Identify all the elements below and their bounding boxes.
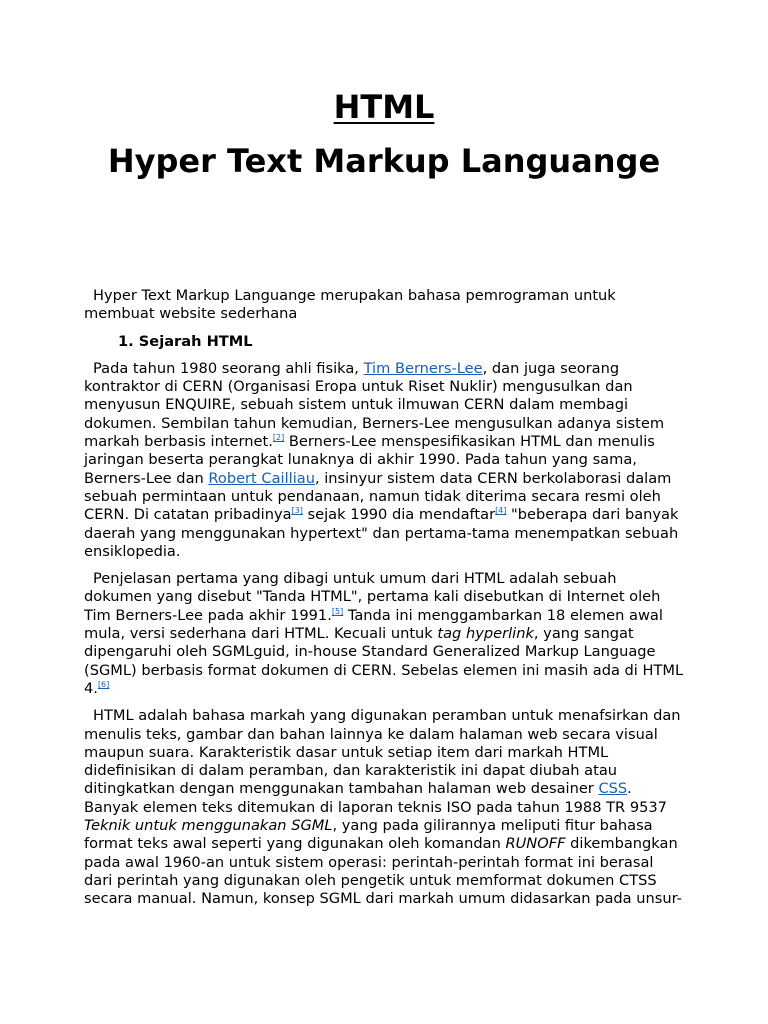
paragraph-markup-language xyxy=(84,707,684,908)
section-number: 1. xyxy=(118,332,134,350)
citation-5[interactable] xyxy=(332,607,343,616)
citation-3[interactable] xyxy=(292,506,303,515)
citation-link[interactable]: [5] xyxy=(331,606,344,616)
text-run: Penjelasan pertama yang dibagi untuk umum dari HTML adalah sebuah dokumen yang disebut "Tanda HTML", pertama kali disebutkan di Internet oleh Tim Berners-Lee pada akhir 1991. xyxy=(84,570,661,624)
text-run: dikembangkan pada awal 1960-an untuk sistem operasi: perintah-perintah format ini berasal dari perintah yang digunakan oleh pengetik untuk memformat dokumen CTSS secara manual. Namun, konsep SGML dari markah umum didasarkan pada unsur- xyxy=(84,835,682,908)
section-heading-text: Sejarah HTML xyxy=(138,332,253,350)
paragraph-history xyxy=(84,360,684,561)
text-run: , yang sangat dipengaruhi oleh SGMLguid, in-house Standard Generalized Markup Language (SGML) berbasis format dokumen di CERN. Sebelas elemen ini masih ada di HTML 4. xyxy=(84,625,684,697)
document-body xyxy=(84,287,684,918)
emphasis-tag-hyperlink: tag hyperlink xyxy=(437,625,534,643)
citation-link[interactable]: [2] xyxy=(272,433,285,443)
intro-paragraph: Hyper Text Markup Languange merupakan bahasa pemrograman untuk membuat website sederhana xyxy=(84,287,616,323)
text-run: sejak 1990 dia mendaftar xyxy=(302,506,496,524)
citation-6[interactable] xyxy=(98,680,109,689)
text-run: "beberapa dari banyak daerah yang menggunakan hypertext" dan pertama-tama menempatkan sebuah ensiklopedia. xyxy=(84,506,679,560)
text-run: Pada tahun 1980 seorang ahli fisika, xyxy=(93,359,364,377)
text-run: , insinyur sistem data CERN berkolaborasi dalam sebuah permintaan untuk pendanaan, namun tidak diterima secara resmi oleh CERN. Di catatan pribadinya xyxy=(84,469,672,524)
text-run: . Banyak elemen teks ditemukan di laporan teknis ISO pada tahun 1988 TR 9537 xyxy=(84,780,667,816)
document-title xyxy=(84,86,684,128)
text-run: Berners-Lee menspesifikasikan HTML dan menulis jaringan beserta perangkat lunaknya di akhir 1990. Pada tahun yang sama, Berners-Lee dan xyxy=(84,433,655,487)
citation-4[interactable] xyxy=(495,506,506,515)
citation-link[interactable]: [4] xyxy=(495,506,507,516)
citation-2[interactable] xyxy=(273,433,284,442)
link-robert-cailliau[interactable]: Robert Cailliau xyxy=(208,469,315,487)
section-heading-sejarah xyxy=(84,333,684,351)
text-run: , dan juga seorang kontraktor di CERN (Organisasi Eropa untuk Riset Nuklir) mengusulkan dan menyusun ENQUIRE, sebuah sistem untuk ilmuwan CERN dalam membagi dokumen. Sembilan tahun kemudian, Berners-Lee mengusulkan adanya sistem markah berbasis internet. xyxy=(84,359,665,451)
text-run: Tanda ini menggambarkan 18 elemen awal mula, versi sederhana dari HTML. Kecuali untuk xyxy=(84,606,663,643)
citation-link[interactable]: [6] xyxy=(97,679,110,689)
emphasis-runoff: RUNOFF xyxy=(505,835,566,853)
link-tim-berners-lee[interactable]: Tim Berners-Lee xyxy=(363,359,483,377)
document-title-text: HTML xyxy=(333,88,435,126)
text-run: HTML adalah bahasa markah yang digunakan peramban untuk menafsirkan dan menulis teks, gambar dan bahan lainnya ke dalam halaman web secara visual maupun suara. Karakteristik dasar untuk setiap item dari markah HTML didefinisikan di dalam peramban, dan karakteristik ini dapat diubah atau ditingkatkan dengan menggunakan tambahan halaman web desainer xyxy=(84,707,681,798)
link-css[interactable]: CSS xyxy=(598,780,628,798)
paragraph-first-description xyxy=(84,570,684,698)
citation-link[interactable]: [3] xyxy=(291,506,303,516)
text-run: , yang pada gilirannya meliputi fitur bahasa format teks awal seperti yang digunakan oleh komandan xyxy=(84,817,653,853)
emphasis-sgml-technique: Teknik untuk menggunakan SGML xyxy=(84,817,333,835)
document-subtitle: Hyper Text Markup Languange xyxy=(107,142,661,180)
